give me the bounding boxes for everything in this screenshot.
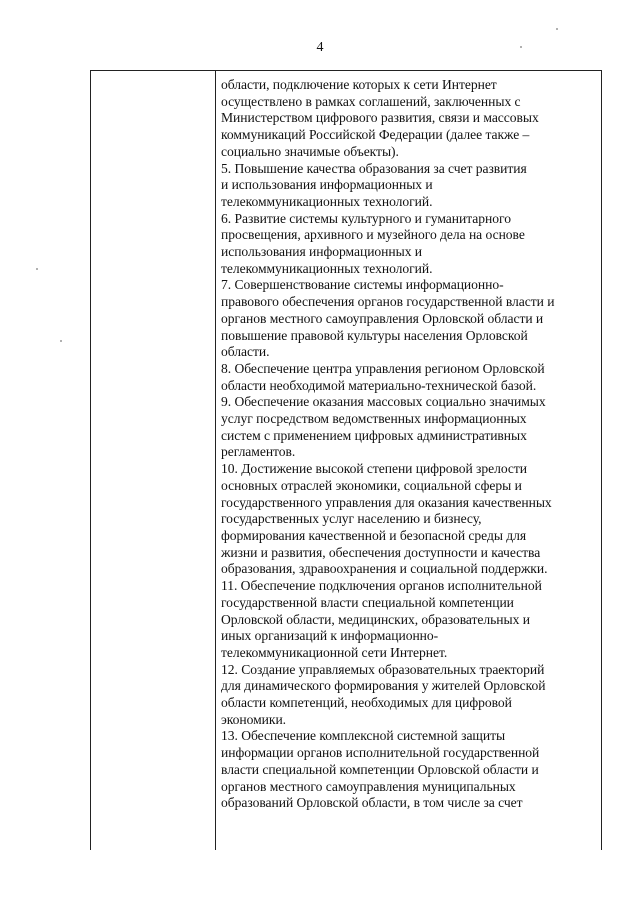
text-line: основных отраслей экономики, социальной сферы и bbox=[221, 477, 522, 493]
text-line: образований Орловской области, в том числе за счет bbox=[221, 795, 523, 811]
text-line: 5. Повышение качества образования за счет развития bbox=[221, 160, 527, 176]
text-line: телекоммуникационных технологий. bbox=[221, 260, 433, 276]
text-line: использования информационных и bbox=[221, 244, 423, 260]
text-line: области необходимой материально-технической базой. bbox=[221, 377, 537, 393]
text-line: области компетенций, необходимых для цифровой bbox=[221, 695, 512, 711]
text-line: экономики. bbox=[221, 711, 287, 727]
text-line: 13. Обеспечение комплексной системной защиты bbox=[221, 728, 506, 744]
table-left-cell bbox=[91, 71, 215, 850]
text-line: регламентов. bbox=[221, 444, 296, 460]
text-line: телекоммуникационных технологий. bbox=[221, 193, 433, 209]
text-line: Орловской области, медицинских, образовательных и bbox=[221, 611, 530, 627]
text-line: образования, здравоохранения и социальной поддержки. bbox=[221, 561, 548, 577]
text-line: 12. Создание управляемых образовательных траекторий bbox=[221, 661, 545, 677]
text-line: 11. Обеспечение подключения органов исполнительной bbox=[221, 578, 542, 594]
text-line: систем с применением цифровых административных bbox=[221, 427, 527, 443]
text-line: социально значимые объекты). bbox=[221, 143, 399, 159]
text-line: государственной власти специальной компетенции bbox=[221, 594, 514, 610]
text-line: для динамического формирования у жителей Орловской bbox=[221, 678, 546, 694]
text-line: услуг посредством ведомственных информационных bbox=[221, 411, 527, 427]
text-line: власти специальной компетенции Орловской области и bbox=[221, 761, 539, 777]
text-line: иных организаций к информационно- bbox=[221, 628, 439, 644]
page-number: 4 bbox=[316, 40, 324, 55]
text-line: Министерством цифрового развития, связи и массовых bbox=[221, 110, 539, 126]
text-line: телекоммуникационной сети Интернет. bbox=[221, 644, 448, 660]
text-line: 9. Обеспечение оказания массовых социально значимых bbox=[221, 394, 546, 410]
text-line: области. bbox=[221, 344, 270, 360]
text-line: 6. Развитие системы культурного и гуманитарного bbox=[221, 210, 511, 226]
text-line: 8. Обеспечение центра управления регионом Орловской bbox=[221, 360, 545, 376]
text-line: правового обеспечения органов государственной власти и bbox=[221, 294, 555, 310]
text-line: информации органов исполнительной государственной bbox=[221, 745, 540, 761]
text-line: повышение правовой культуры населения Орловской bbox=[221, 327, 528, 343]
text-line: и использования информационных и bbox=[221, 177, 433, 193]
text-line: просвещения, архивного и музейного дела на основе bbox=[221, 227, 525, 243]
text-line: органов местного самоуправления Орловской области и bbox=[221, 310, 544, 326]
scan-speck bbox=[556, 28, 558, 30]
text-line: области, подключение которых к сети Интернет bbox=[221, 77, 497, 92]
scan-speck bbox=[520, 46, 522, 48]
text-line: органов местного самоуправления муниципальных bbox=[221, 778, 516, 794]
text-line: формирования качественной и безопасной среды для bbox=[221, 527, 527, 543]
scan-speck bbox=[60, 340, 62, 342]
text-line: коммуникаций Российской Федерации (далее также – bbox=[221, 127, 530, 143]
column-divider bbox=[215, 71, 216, 850]
text-line: 10. Достижение высокой степени цифровой зрелости bbox=[221, 461, 528, 477]
scan-speck bbox=[36, 268, 38, 270]
document-table bbox=[90, 70, 602, 850]
table-right-cell bbox=[221, 77, 601, 812]
text-line: государственных услуг населению и бизнесу, bbox=[221, 511, 482, 527]
text-line: государственного управления для оказания качественных bbox=[221, 494, 552, 510]
text-line: 7. Совершенствование системы информационно- bbox=[221, 277, 504, 293]
text-line: осуществлено в рамках соглашений, заключенных с bbox=[221, 93, 521, 109]
text-line: жизни и развития, обеспечения доступности и качества bbox=[221, 544, 541, 560]
